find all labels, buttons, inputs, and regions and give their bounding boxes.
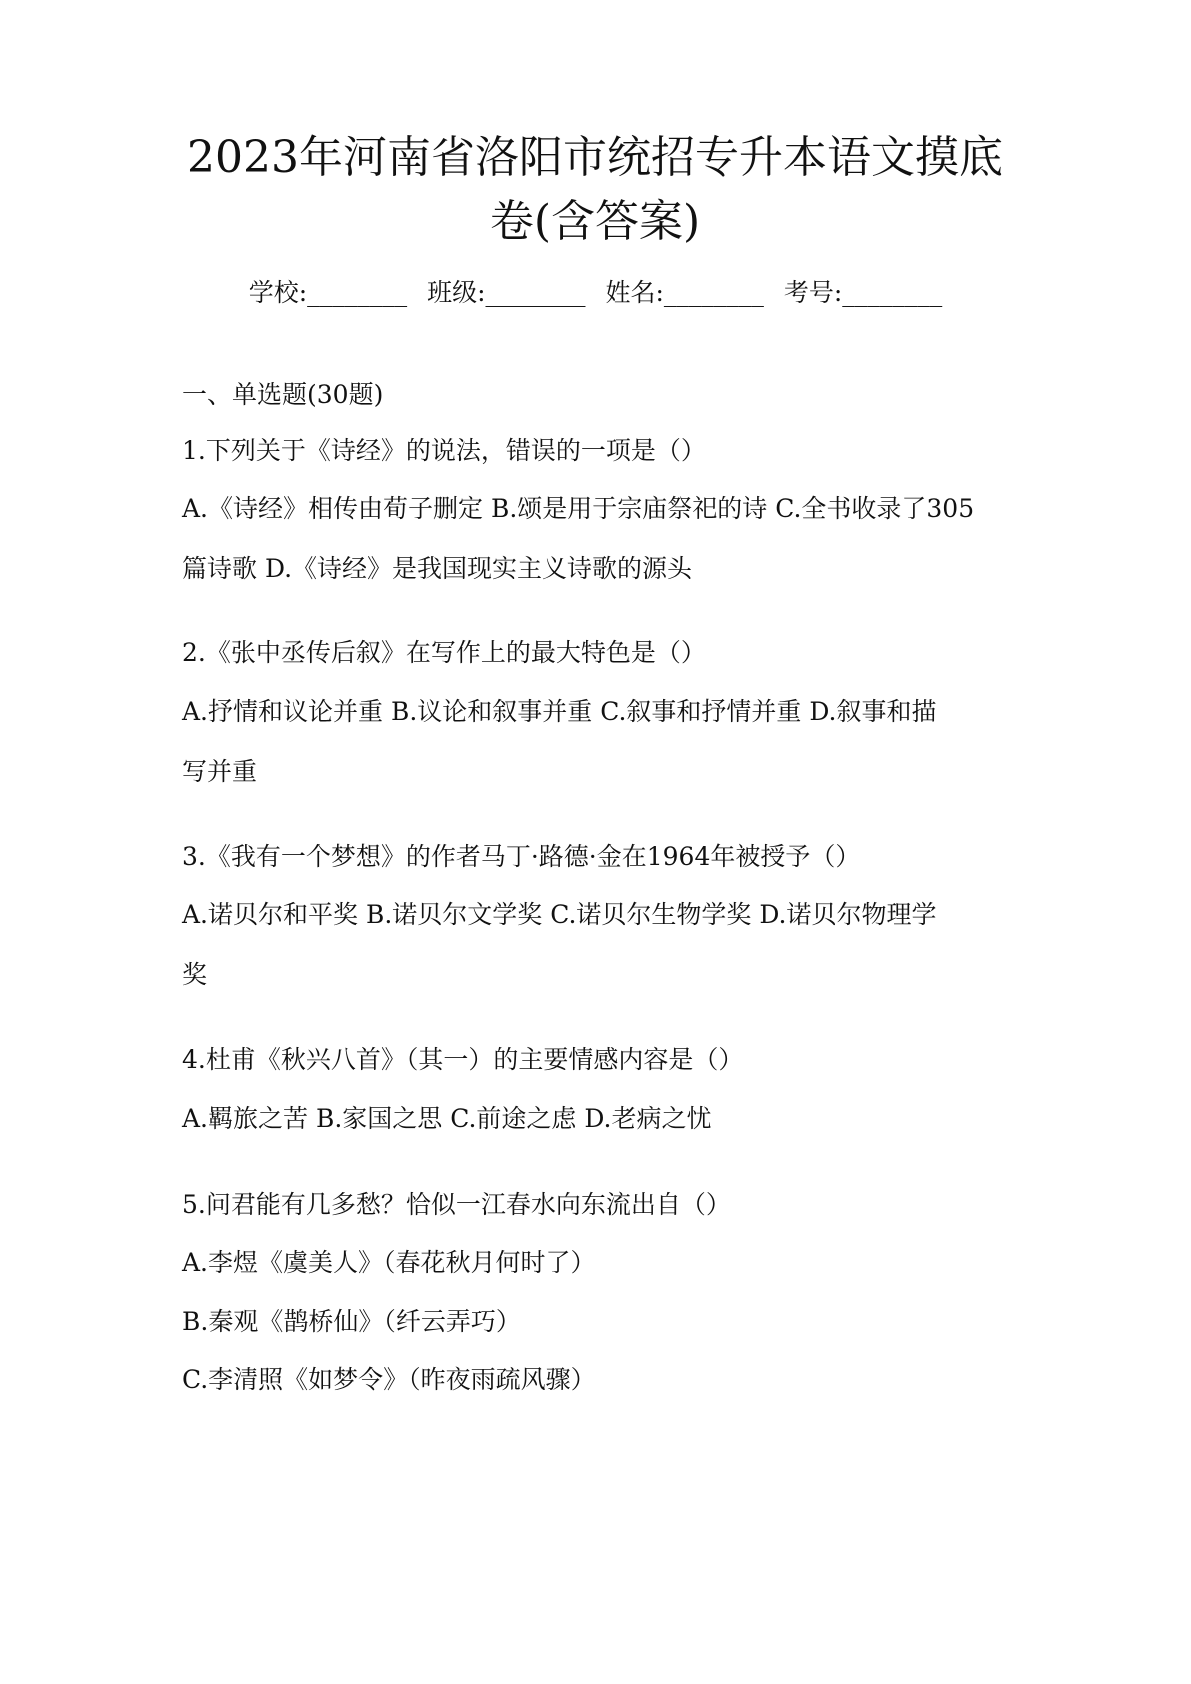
question-1-options-line-1: A.《诗经》相传由荀子删定 B.颂是用于宗庙祭祀的诗 C.全书收录了305 [182,494,975,523]
question-1-stem: 1.下列关于《诗经》的说法，错误的一项是（） [182,436,706,465]
school-field: 学校:________ [248,278,408,307]
exam-number-field: 考号:________ [783,278,943,307]
question-2-options-line-1: A.抒情和议论并重 B.议论和叙事并重 C.叙事和抒情并重 D.叙事和描 [182,697,937,726]
question-2-stem: 2.《张中丞传后叙》在写作上的最大特色是（） [182,638,706,667]
question-4-stem: 4.杜甫《秋兴八首》（其一）的主要情感内容是（） [182,1045,744,1074]
question-5-option-b: B.秦观《鹊桥仙》（纤云弄巧） [182,1307,521,1336]
question-3-options-line-1: A.诺贝尔和平奖 B.诺贝尔文学奖 C.诺贝尔生物学奖 D.诺贝尔物理学 [182,900,937,929]
section-heading: 一、单选题(30题) [182,380,384,409]
exam-title-line-1: 2023年河南省洛阳市统招专升本语文摸底 [187,132,1003,183]
question-5-option-a: A.李煜《虞美人》（春花秋月何时了） [182,1248,596,1277]
name-field: 姓名:________ [605,278,764,307]
student-info-row [0,276,1191,310]
question-3-stem: 3.《我有一个梦想》的作者马丁·路德·金在1964年被授予（） [182,842,861,871]
question-3-options-line-2: 奖 [182,960,208,989]
class-field: 班级:________ [427,278,586,307]
question-1-options-line-2: 篇诗歌 D.《诗经》是我国现实主义诗歌的源头 [182,554,693,583]
question-4-options-line-1: A.羁旅之苦 B.家国之思 C.前途之虑 D.老病之忧 [182,1104,712,1133]
question-5-stem: 5.问君能有几多愁？恰似一江春水向东流出自（） [182,1190,731,1219]
question-5-option-c: C.李清照《如梦令》（昨夜雨疏风骤） [182,1365,596,1394]
question-2-options-line-2: 写并重 [182,757,258,786]
exam-title-line-2: 卷(含答案) [489,196,701,247]
